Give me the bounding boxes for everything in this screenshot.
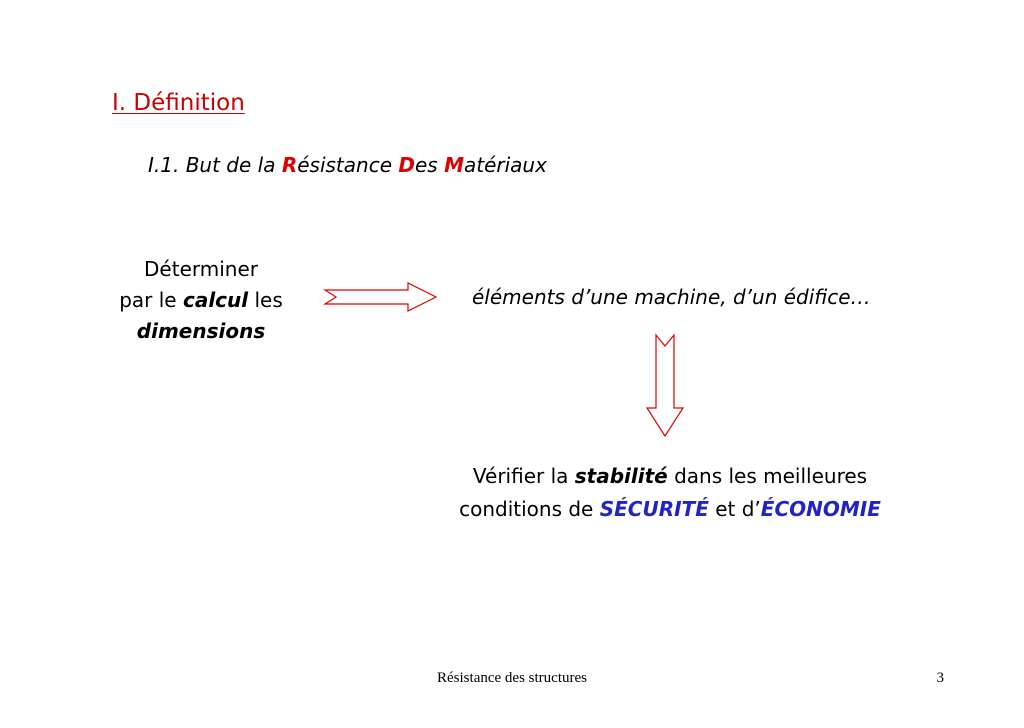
bottom-line-1 [392,460,948,493]
bottom-line-2-middle: et d’ [708,497,761,521]
verify-stability-text [392,460,948,526]
subtitle-word-r-rest: ésistance [297,153,399,177]
bottom-line-1-before: Vérifier la [472,464,575,488]
left-line-2 [86,285,316,316]
calcul-emphasis: calcul [182,288,249,312]
subtitle-letter-m: M [444,153,464,177]
dimensions-emphasis: dimensions [136,319,266,343]
page-number: 3 [936,670,944,686]
subtitle-word-m-rest: atériaux [463,153,547,177]
stabilite-emphasis: stabilité [574,464,668,488]
subtitle [148,153,547,177]
section-title: I. Définition [112,90,245,116]
subtitle-prefix: I.1. But de la [148,153,282,177]
left-line-2-after: les [248,288,283,312]
right-arrow-icon [322,280,440,314]
machine-elements-text: éléments d’une machine, d’un édifice… [472,285,871,309]
left-line-1: Déterminer [144,257,258,281]
left-line-2-before: par le [119,288,183,312]
down-arrow-icon [644,332,686,440]
bottom-line-2-before: conditions de [459,497,600,521]
bottom-line-1-after: dans les meilleures [667,464,868,488]
subtitle-letter-d: D [398,153,415,177]
securite-emphasis: SÉCURITÉ [599,497,709,521]
footer-title: Résistance des structures [437,670,587,686]
determine-dimensions-text [86,254,316,347]
bottom-line-2 [392,493,948,526]
subtitle-word-d-rest: es [414,153,445,177]
subtitle-letter-r: R [281,153,298,177]
economie-emphasis: ÉCONOMIE [760,497,881,521]
